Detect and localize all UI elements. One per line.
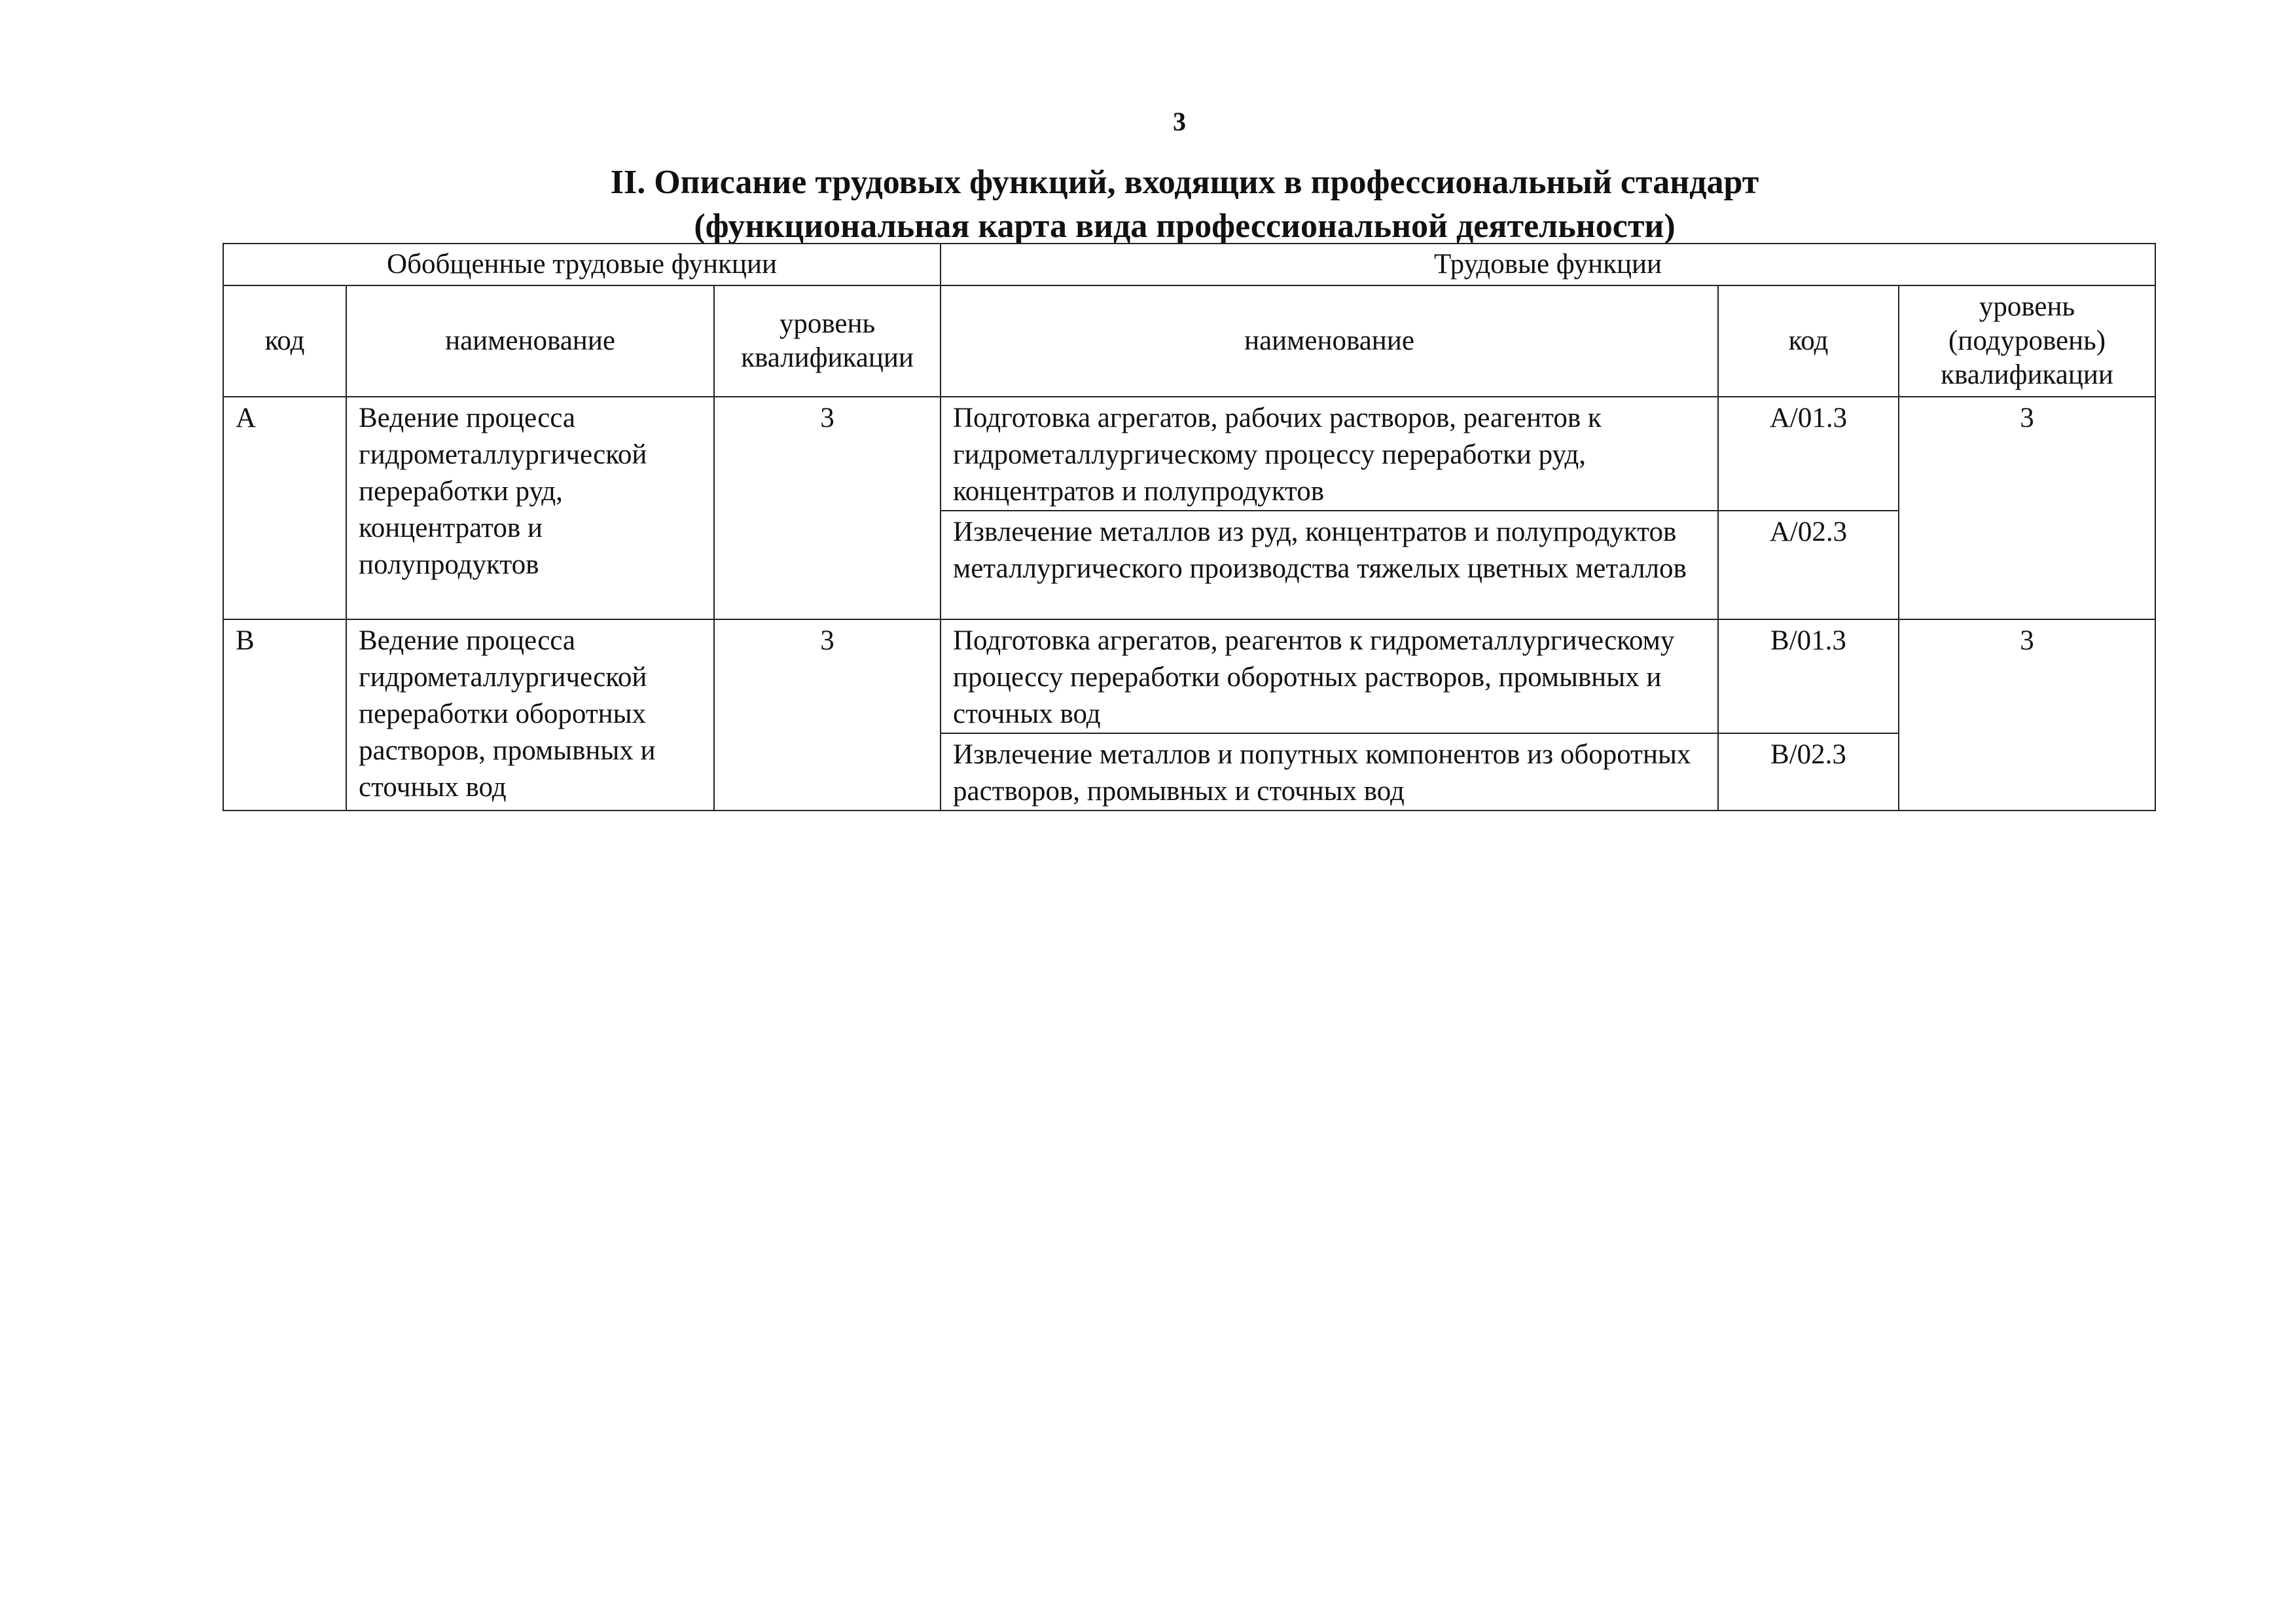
tf-name-cell: Извлечение металлов и попутных компонентов из оборотных растворов, промывных и сточных вод [941, 733, 1718, 811]
tf-name-cell: Подготовка агрегатов, реагентов к гидрометаллургическому процессу переработки оборотных растворов, промывных и сточных вод [941, 619, 1718, 733]
page-number: 3 [1173, 107, 1186, 136]
tf-level-cell: 3 [1899, 619, 2155, 811]
gen-name-cell: Ведение процесса гидрометаллургической переработки руд, концентратов и полупродуктов [346, 397, 714, 619]
tf-name-cell: Подготовка агрегатов, рабочих растворов, реагентов к гидрометаллургическому процессу переработки руд, концентратов и полупродуктов [941, 397, 1718, 511]
tf-name-header: наименование [941, 285, 1718, 397]
gen-level-cell: 3 [714, 397, 941, 619]
tf-code-cell: А/01.3 [1718, 397, 1899, 511]
labor-functions-header: Трудовые функции [941, 244, 2155, 285]
gen-code-header: код [223, 285, 346, 397]
tf-code-header: код [1718, 285, 1899, 397]
generalized-functions-header: Обобщенные трудовые функции [223, 244, 941, 285]
tf-name-cell: Извлечение металлов из руд, концентратов и полупродуктов металлургического производства тяжелых цветных металлов [941, 511, 1718, 619]
table-row [223, 619, 2155, 733]
group-header-row [223, 244, 2155, 285]
table-row [223, 397, 2155, 511]
gen-code-cell: А [223, 397, 346, 619]
tf-code-cell: В/02.3 [1718, 733, 1899, 811]
tf-level-cell: 3 [1899, 397, 2155, 619]
gen-name-cell: Ведение процесса гидрометаллургической переработки оборотных растворов, промывных и сточных вод [346, 619, 714, 811]
gen-name-header: наименование [346, 285, 714, 397]
functional-map-table [223, 243, 2156, 811]
gen-code-cell: В [223, 619, 346, 811]
gen-level-header: уровень квалификации [714, 285, 941, 397]
tf-code-cell: А/02.3 [1718, 511, 1899, 619]
column-header-row [223, 285, 2155, 397]
tf-code-cell: В/01.3 [1718, 619, 1899, 733]
section-title: II. Описание трудовых функций, входящих в профессиональный стандарт [610, 164, 1759, 201]
gen-level-cell: 3 [714, 619, 941, 811]
tf-level-header: уровень (подуровень) квалификации [1899, 285, 2155, 397]
section-subtitle: (функциональная карта вида профессиональной деятельности) [694, 208, 1676, 245]
